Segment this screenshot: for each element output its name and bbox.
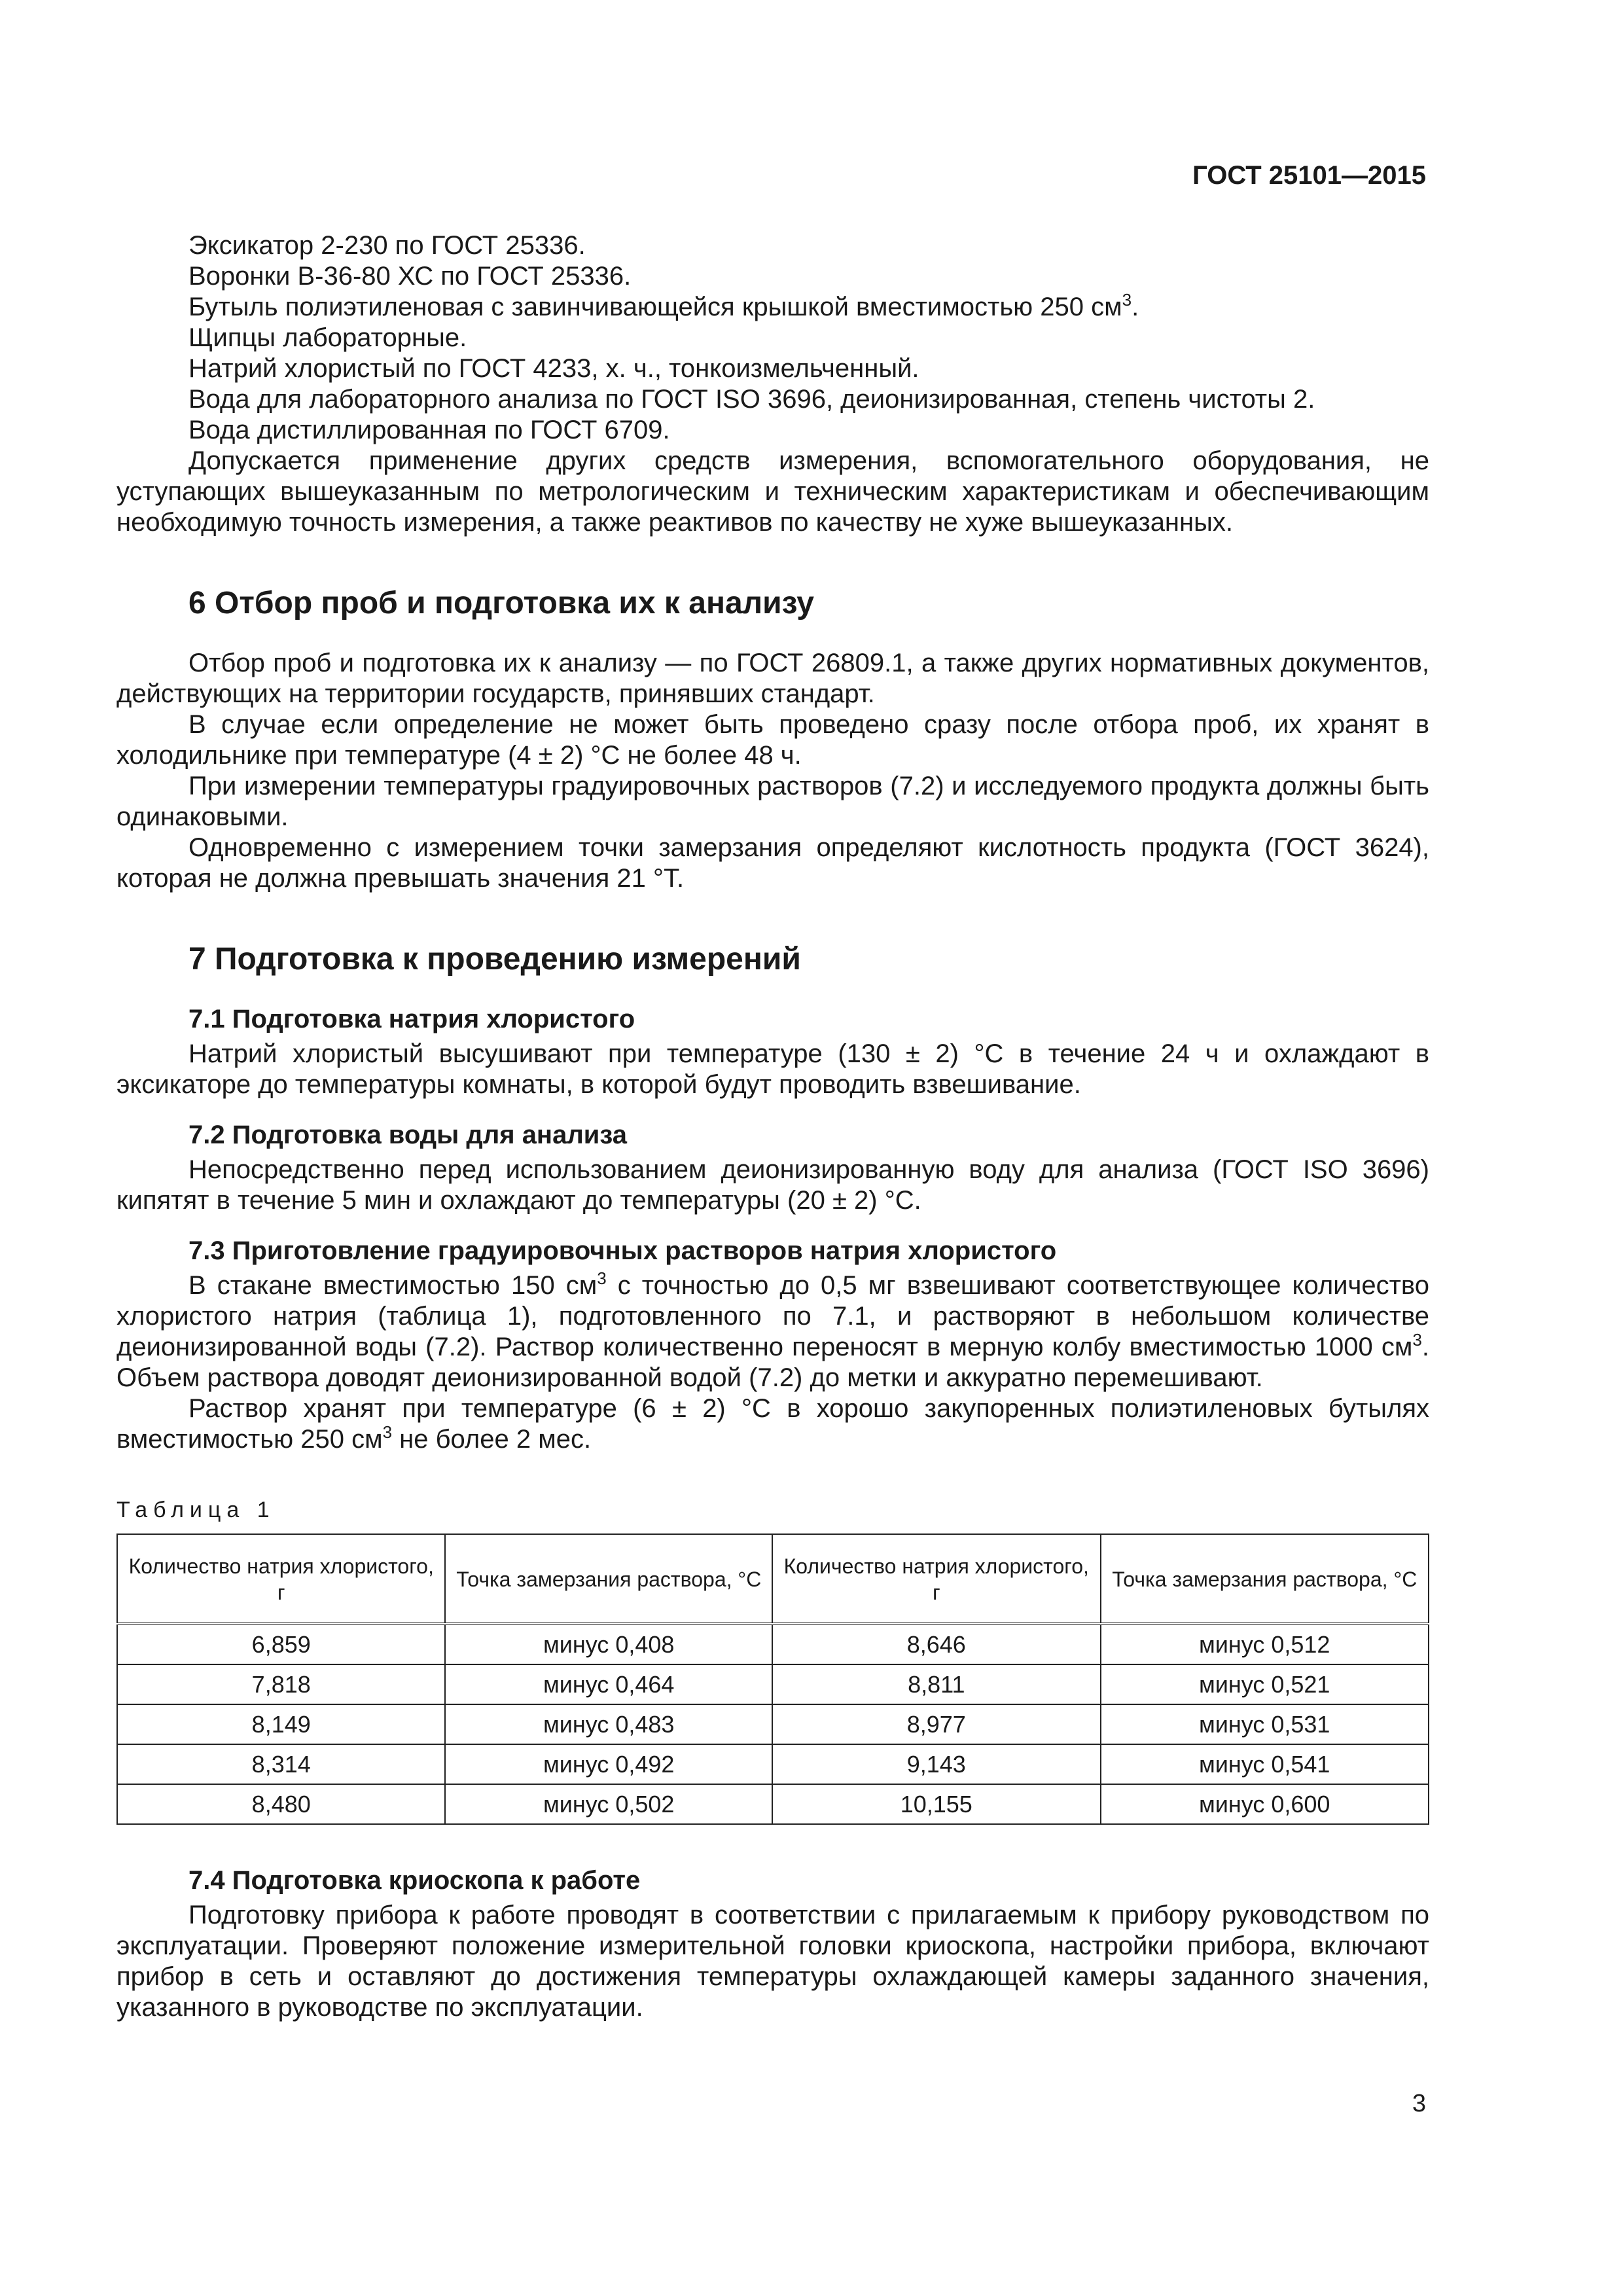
table-row — [117, 1624, 1429, 1664]
superscript: 3 — [1122, 290, 1132, 310]
table-cell: минус 0,600 — [1101, 1784, 1429, 1824]
table-cell: 8,149 — [117, 1704, 445, 1744]
paragraph: Одновременно с измерением точки замерзания определяют кислотность продукта (ГОСТ 3624), которая не должна превышать значения 21 °Т. — [116, 833, 1429, 893]
column-header: Точка замерзания раствора, °С — [445, 1534, 772, 1624]
section-7-heading: 7 Подготовка к проведению измерений — [188, 942, 801, 977]
subsection-7-2-heading: 7.2 Подготовка воды для анализа — [188, 1121, 627, 1149]
page-content — [116, 230, 1429, 2023]
superscript: 3 — [382, 1422, 393, 1442]
column-header: Точка замерзания раствора, °С — [1101, 1534, 1429, 1624]
paragraph: При измерении температуры градуировочных растворов (7.2) и исследуемого продукта должны быть одинаковыми. — [116, 772, 1429, 831]
list-item: Воронки В-36-80 ХС по ГОСТ 25336. — [188, 262, 632, 291]
document-code: ГОСТ 25101—2015 — [1192, 161, 1426, 190]
paragraph: В случае если определение не может быть проведено сразу после отбора проб, их хранят в холодильнике при температуре (4 ± 2) °С не более 48 ч. — [116, 710, 1429, 770]
table-cell: 9,143 — [772, 1744, 1100, 1784]
column-header: Количество натрия хлористого, г — [772, 1534, 1100, 1624]
paragraph: Натрий хлористый высушивают при температуре (130 ± 2) °С в течение 24 ч и охлаждают в эксикаторе до температуры комнаты, в которой будут проводить взвешивание. — [116, 1039, 1429, 1099]
text-run: В стакане вместимостью 150 см — [188, 1271, 597, 1300]
table-cell: минус 0,492 — [445, 1744, 772, 1784]
table-cell: 8,977 — [772, 1704, 1100, 1744]
paragraph: Допускается применение других средств измерения, вспомогательного оборудования, не уступающих вышеуказанным по метрологическим и техническим характеристикам и обеспечивающим необходимую точность измерения, а также реактивов по качеству не хуже вышеуказанных. — [116, 446, 1429, 537]
list-item: Эксикатор 2-230 по ГОСТ 25336. — [188, 231, 586, 260]
subsection-7-4-heading: 7.4 Подготовка криоскопа к работе — [188, 1866, 641, 1895]
paragraph: Подготовку прибора к работе проводят в соответствии с прилагаемым к прибору руководством по эксплуатации. Проверяют положение измерительной головки криоскопа, настройки прибора, включают прибор в сеть и оставляют до достижения температуры охлаждающей камеры заданного значения, указанного в руководстве по эксплуатации. — [116, 1901, 1429, 2022]
subsection-7-3-heading: 7.3 Приготовление градуировочных растворов натрия хлористого — [188, 1236, 1057, 1265]
subsection-7-1-heading: 7.1 Подготовка натрия хлористого — [188, 1005, 635, 1033]
table-cell: 8,314 — [117, 1744, 445, 1784]
list-item: Натрий хлористый по ГОСТ 4233, х. ч., тонкоизмельченный. — [188, 354, 919, 383]
table-cell: минус 0,521 — [1101, 1664, 1429, 1704]
table-cell: минус 0,541 — [1101, 1744, 1429, 1784]
table-row — [117, 1744, 1429, 1784]
paragraph — [116, 1393, 1429, 1455]
table-cell: минус 0,464 — [445, 1664, 772, 1704]
paragraph — [116, 1270, 1429, 1393]
table-cell: 8,480 — [117, 1784, 445, 1824]
table-1 — [116, 1534, 1429, 1825]
superscript: 3 — [1412, 1330, 1422, 1350]
list-item: Вода дистиллированная по ГОСТ 6709. — [188, 416, 670, 444]
bottle-tail: . — [1132, 293, 1139, 321]
bottle-text: Бутыль полиэтиленовая с завинчивающейся крышкой вместимостью 250 см — [188, 293, 1122, 321]
table-caption: Таблица 1 — [116, 1498, 276, 1522]
section-6-heading: 6 Отбор проб и подготовка их к анализу — [188, 586, 814, 620]
table-cell: 10,155 — [772, 1784, 1100, 1824]
list-item: Щипцы лабораторные. — [188, 323, 467, 352]
table-cell: 8,811 — [772, 1664, 1100, 1704]
table-cell: 6,859 — [117, 1624, 445, 1664]
table-cell: 7,818 — [117, 1664, 445, 1704]
table-row — [117, 1704, 1429, 1744]
table-cell: минус 0,408 — [445, 1624, 772, 1664]
table-cell: минус 0,512 — [1101, 1624, 1429, 1664]
text-run: Раствор хранят при температуре (6 ± 2) °С в хорошо закупоренных полиэтиленовых бутылях вместимостью 250 см — [116, 1394, 1429, 1454]
text-run: с точностью до 0,5 мг взвешивают соответствующее количество хлористого натрия (таблица 1), подготовленного по 7.1, и растворяют в небольшом количестве деионизированной воды (7.2). Раствор количественно переносят в мерную колбу вместимостью 1000 см — [116, 1271, 1429, 1361]
page-number: 3 — [1412, 2090, 1426, 2117]
list-item — [116, 292, 1429, 323]
column-header: Количество натрия хлористого, г — [117, 1534, 445, 1624]
table-header-row — [117, 1534, 1429, 1624]
table-cell: минус 0,483 — [445, 1704, 772, 1744]
list-item: Вода для лабораторного анализа по ГОСТ ISO 3696, деионизированная, степень чистоты 2. — [188, 385, 1315, 414]
table-cell: 8,646 — [772, 1624, 1100, 1664]
table-row — [117, 1664, 1429, 1704]
table-cell: минус 0,531 — [1101, 1704, 1429, 1744]
paragraph: Отбор проб и подготовка их к анализу — по ГОСТ 26809.1, а также других нормативных документов, действующих на территории государств, принявших стандарт. — [116, 649, 1429, 708]
paragraph: Непосредственно перед использованием деионизированную воду для анализа (ГОСТ ISO 3696) кипятят в течение 5 мин и охлаждают до температуры (20 ± 2) °С. — [116, 1155, 1429, 1215]
table-cell: минус 0,502 — [445, 1784, 772, 1824]
superscript: 3 — [597, 1268, 607, 1288]
table-row — [117, 1784, 1429, 1824]
text-run: . Объем раствора доводят деионизированной водой (7.2) до метки и аккуратно перемешивают. — [116, 1333, 1429, 1392]
text-run: не более 2 мес. — [392, 1425, 592, 1454]
